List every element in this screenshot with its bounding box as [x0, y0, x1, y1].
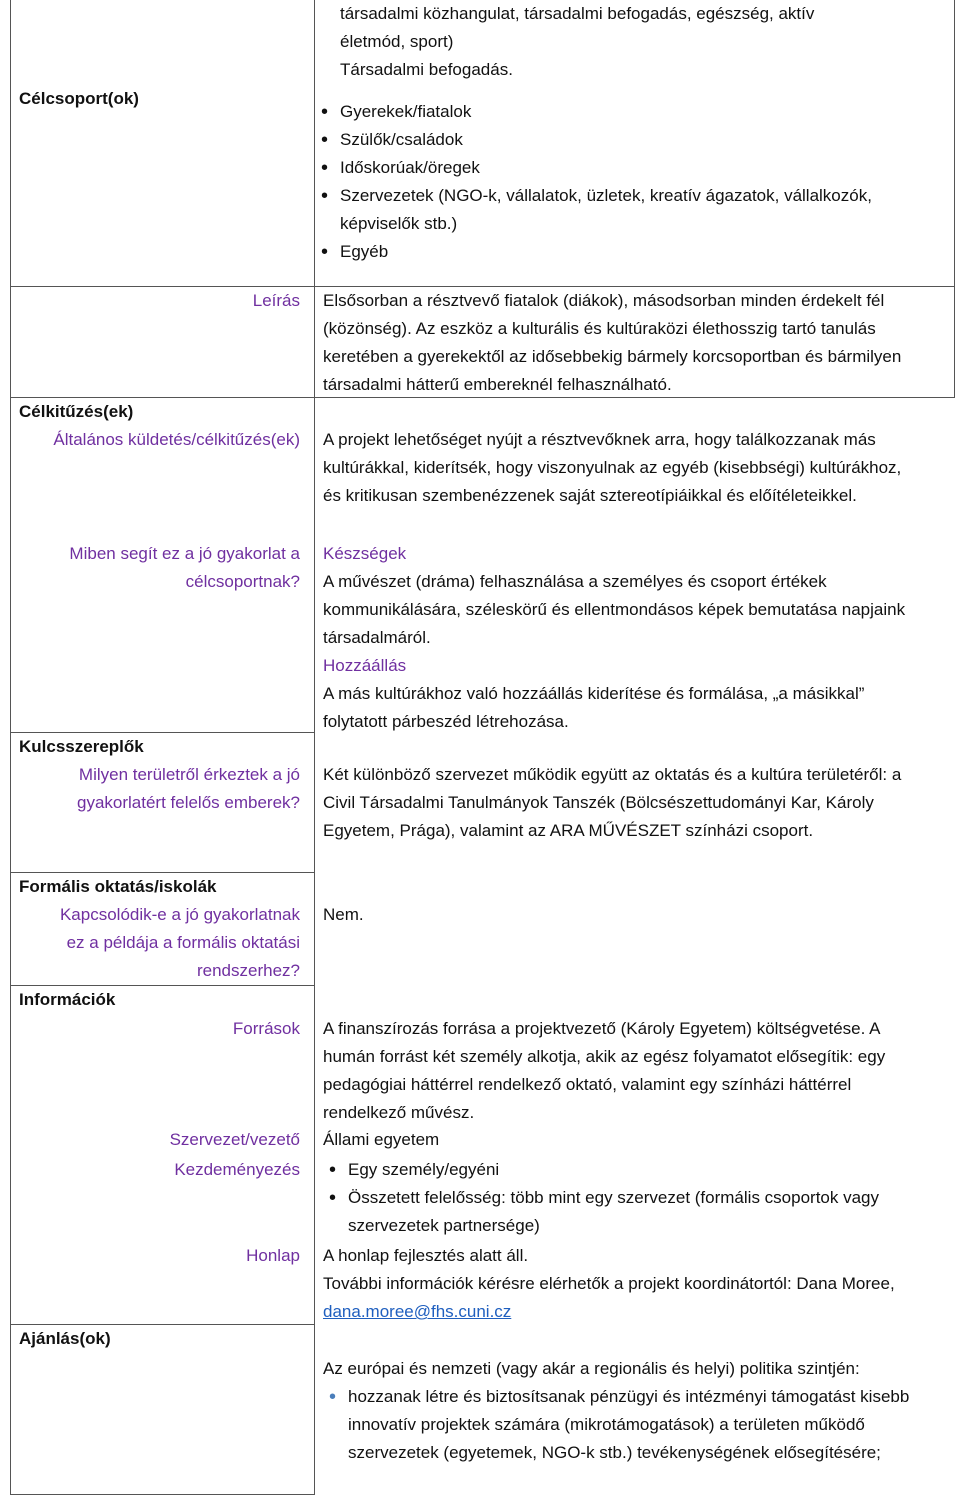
kulcsszereplok-header: Kulcsszereplők [19, 737, 144, 756]
list-item: • Gyerekek/fiatalok [315, 98, 946, 126]
row-formalis-right [315, 873, 955, 986]
hozzaallas-text: A más kultúrákhoz való hozzáállás kiderítése és formálása, „a másikkal” folytatott párbeszéd létrehozása. [323, 684, 865, 731]
altalanos-label: Általános küldetés/célkitűzés(ek) [53, 430, 300, 449]
kezdemenyezes-list [323, 1156, 919, 1240]
honlap-label: Honlap [246, 1246, 300, 1265]
formalis-header: Formális oktatás/iskolák [19, 877, 217, 896]
row-miben-right [315, 540, 955, 733]
row-leiras-left [10, 287, 315, 398]
row-informaciok-left [10, 986, 315, 1014]
honlap-text: További információk kérésre elérhetők a projekt koordinátortól: Dana Moree, [323, 1274, 895, 1293]
forrasok-label: Források [232, 1019, 300, 1038]
list-item: • Összetett felelősség: több mint egy szervezet (formális csoportok vagy szervezetek partnersége) [323, 1184, 919, 1240]
row-szervezet-left [10, 1126, 315, 1156]
row-leiras-right [315, 287, 955, 398]
keszsegek-label: Készségek [323, 544, 407, 563]
list-item: • Egy személy/egyéni [323, 1156, 919, 1184]
szervezet-label: Szervezet/vezető [169, 1130, 300, 1149]
kapcsolodik-label: Kapcsolódik-e a jó gyakorlatnak ez a példája a formális oktatási rendszerhez? [59, 905, 300, 980]
honlap-contact [323, 1270, 931, 1326]
forrasok-text: A finanszírozás forrása a projektvezető (Károly Egyetem) költségvetése. A humán forrást két személy alkotja, akik az egész folyamatot elősegítik: egy pedagógiai háttérrel rendelkező oktató, valamint egy színházi háttérrel rendelkező művész. [323, 1019, 886, 1122]
email-link[interactable]: dana.moree@fhs.cuni.cz [323, 1302, 512, 1321]
row-celkituzes-right [315, 398, 955, 540]
row-honlap-right [315, 1242, 955, 1325]
row-kezdemenyezes-left [10, 1156, 315, 1242]
list-item: • Egyéb [315, 238, 946, 266]
formalis-text: Nem. [323, 905, 364, 924]
hozzaallas-label: Hozzáállás [323, 656, 407, 675]
celkituzes-header: Célkitűzés(ek) [19, 402, 134, 421]
target-group-list [315, 98, 946, 266]
row-celcsoport-right: társadalmi közhangulat, társadalmi befogadás, egészség, aktív életmód, sport) Társadalmi befogadás. • Gyerekek/fiatalok • Szülők/családok • Időskorúak/öregek • Szervezetek (NGO-k, vállalatok, üzletek, kreatív ágazatok, vállalkozók, képviselők stb.) • Egyéb [315, 0, 955, 287]
milyen-terulet-label: Milyen területről érkeztek a jó gyakorlatért felelős emberek? [76, 765, 300, 812]
ajanlas-intro: Az európai és nemzeti (vagy akár a regionális és helyi) politika szintjén: [323, 1359, 860, 1378]
list-item: • Időskorúak/öregek [315, 154, 946, 182]
honlap-status: A honlap fejlesztés alatt áll. [323, 1246, 529, 1265]
miben-segit-label: Miben segít ez a jó gyakorlat a célcsoportnak? [69, 544, 300, 591]
row-ajanlas-left [10, 1325, 315, 1495]
leiras-text: Elsősorban a résztvevő fiatalok (diákok), másodsorban minden érdekelt fél (közönség). Az eszköz a kulturális és kultúraközi élethosszig tartó tanulás keretében a gyerekektől az idősebbekig bármely korcsoportban és bármilyen társadalmi hátterű embereknél felhasználható. [323, 291, 902, 394]
list-item: • Szülők/családok [315, 126, 946, 154]
row-kulcsszereplok-right [315, 733, 955, 873]
szervezet-text: Állami egyetem [323, 1130, 440, 1149]
celcsoport-header: Célcsoport(ok) [19, 89, 139, 108]
list-item: • hozzanak létre és biztosítsanak pénzügyi és intézményi támogatást kisebb innovatív projektek számára (mikrotámogatások) a területen működő szervezetek (egyetemek, NGO-k stb.) tevékenységének elősegítésére; [323, 1383, 915, 1467]
keszsegek-text: A művészet (dráma) felhasználása a személyes és csoport értékek kommunikálására, széleskörű és ellentmondásos képek bemutatása napjaink társadalmáról. [323, 572, 906, 647]
leiras-label: Leírás [252, 291, 300, 310]
altalanos-text: A projekt lehetőséget nyújt a résztvevőknek arra, hogy találkozzanak más kultúrákkal, kiderítsék, hogy viszonyulnak az egyéb (kisebbségi) kultúrákhoz, és kritikusan szembenézzenek saját sztereotípiáikkal és előítéleteikkel. [323, 430, 902, 505]
row-celcsoport-left [10, 0, 315, 287]
row-kulcsszereplok-left [10, 733, 315, 873]
kulcsszereplok-text: Két különböző szervezet működik együtt az oktatás és a kultúra területéről: a Civil Társadalmi Tanulmányok Tanszék (Bölcsészettudományi Kar, Károly Egyetem, Prága), valamint az ARA MŰVÉSZET színházi csoport. [323, 765, 902, 840]
row-miben-left [10, 540, 315, 733]
row-honlap-left [10, 1242, 315, 1325]
row-ajanlas-right [315, 1325, 955, 1495]
informaciok-header: Információk [19, 990, 116, 1009]
kezdemenyezes-label: Kezdeményezés [174, 1160, 300, 1179]
row-formalis-left [10, 873, 315, 986]
ajanlas-list [323, 1383, 915, 1467]
row-celkituzes-left [10, 398, 315, 540]
ajanlas-header: Ajánlás(ok) [19, 1329, 111, 1348]
row-forrasok-left [10, 1014, 315, 1126]
row-szervezet-right [315, 1126, 955, 1156]
row-kezdemenyezes-right [315, 1156, 955, 1242]
row-forrasok-right [315, 1014, 955, 1126]
list-item: • Szervezetek (NGO-k, vállalatok, üzletek, kreatív ágazatok, vállalkozók, képviselők stb.) [315, 182, 946, 238]
